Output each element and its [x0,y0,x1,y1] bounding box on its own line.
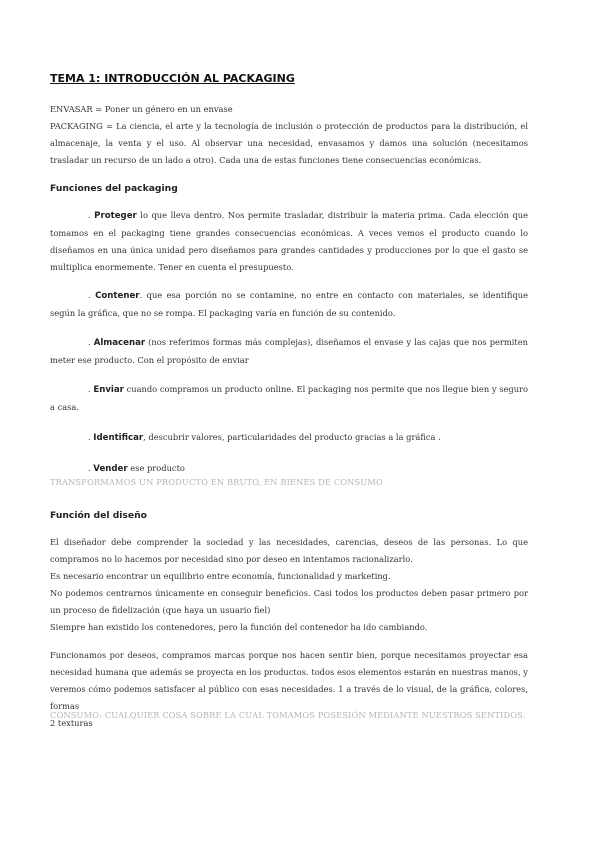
section-heading-funciones: Funciones del packaging [50,183,178,194]
item-prefix: . [88,210,95,220]
packaging-definition: PACKAGING = La ciencia, el arte y la tecnología de inclusión o protección de productos para la distribución, el almacenaje, la venta y el uso. Al observar una necesidad, envasamos y damos una solución (necesitamos trasladar un recurso de un lado a otro). Cada una de estas funciones tiene consecuencias económicas. [50,121,528,165]
item-prefix: . [88,337,94,347]
function-item-proteger [50,207,528,276]
function-item-almacenar [50,334,528,369]
consumo-note: CONSUMO: CUALQUIER COSA SOBRE LA CUAL TOMAMOS POSESIÓN MEDIANTE NUESTROS SENTIDOS. [50,710,526,720]
keyword-vender: Vender [93,464,128,474]
diseno-paragraph-1: El diseñador debe comprender la sociedad y las necesidades, carencias, deseos de las personas. Lo que compramos no lo hacemos por necesidad sino por deseo en intentamos racionalizarlo. [50,537,528,564]
transformamos-note: TRANSFORMAMOS UN PRODUCTO EN BRUTO, EN BIENES DE CONSUMO [50,477,383,487]
item-text: lo que lleva dentro. Nos permite trasladar, distribuir la materia prima. Cada elección que tomamos en el packaging tiene grandes consecuencias económicas. A veces vemos el producto cuando lo diseñamos en una única unidad pero diseñamos para grandes cantidades y producciones por lo que el gasto se multiplica enormemente. Tener en cuenta el presupuesto. [50,210,528,272]
item-text: (nos referimos formas más complejas), diseñamos el envase y las cajas que nos permiten meter ese producto. Con el propósito de enviar [50,337,528,365]
item-prefix: . [88,463,94,473]
function-item-vender [50,460,528,478]
page-title: TEMA 1: INTRODUCCIÓN AL PACKAGING [50,72,295,85]
keyword-contener: Contener [95,291,140,301]
item-text: . que esa porción no se contamine, no entre en contacto con materiales, se identifique según la gráfica, que no se rompa. El packaging varía en función de su contenido. [50,290,528,318]
keyword-almacenar: Almacenar [93,338,146,348]
item-prefix: . [88,290,96,300]
diseno-paragraph-4: Siempre han existido los contenedores, pero la función del contenedor ha ido cambiando. [50,622,428,632]
item-prefix: . [88,432,94,442]
item-prefix: . [88,384,94,394]
diseno-paragraphs [50,534,528,636]
item-text: , descubrir valores, particularidades del producto gracias a la gráfica . [143,432,441,442]
item-text: cuando compramos un producto online. El packaging nos permite que nos llegue bien y seguro a casa. [50,384,528,412]
keyword-proteger: Proteger [94,211,137,221]
item-text: ese producto [127,463,185,473]
keyword-enviar: Enviar [93,385,124,395]
function-item-contener [50,287,528,322]
diseno-paragraph-3: No podemos centrarnos únicamente en conseguir beneficios. Casi todos los productos deben pasar primero por un proceso de fidelización (que haya un usuario fiel) [50,588,528,615]
diseno-paragraph-2: Es necesario encontrar un equilibrio entre economía, funcionalidad y marketing. [50,571,391,581]
function-item-enviar [50,381,528,416]
diseno-paragraph-5: Funcionamos por deseos, compramos marcas porque nos hacen sentir bien, porque necesitamos proyectar esa necesidad humana que además se proyecta en los productos. todos esos elementos estarán en nuestras manos, y veremos cómo podemos satisfacer al público con esas necesidades. 1 a través de lo visual, de la gráfica, colores, formas [50,650,528,711]
section-heading-diseno: Función del diseño [50,510,147,521]
diseno-paragraph-6: 2 texturas [50,718,93,728]
intro-section [50,101,528,169]
keyword-identificar: Identificar [93,433,144,443]
function-item-identificar [50,429,528,447]
envasar-definition: ENVASAR = Poner un género en un envase [50,104,233,114]
